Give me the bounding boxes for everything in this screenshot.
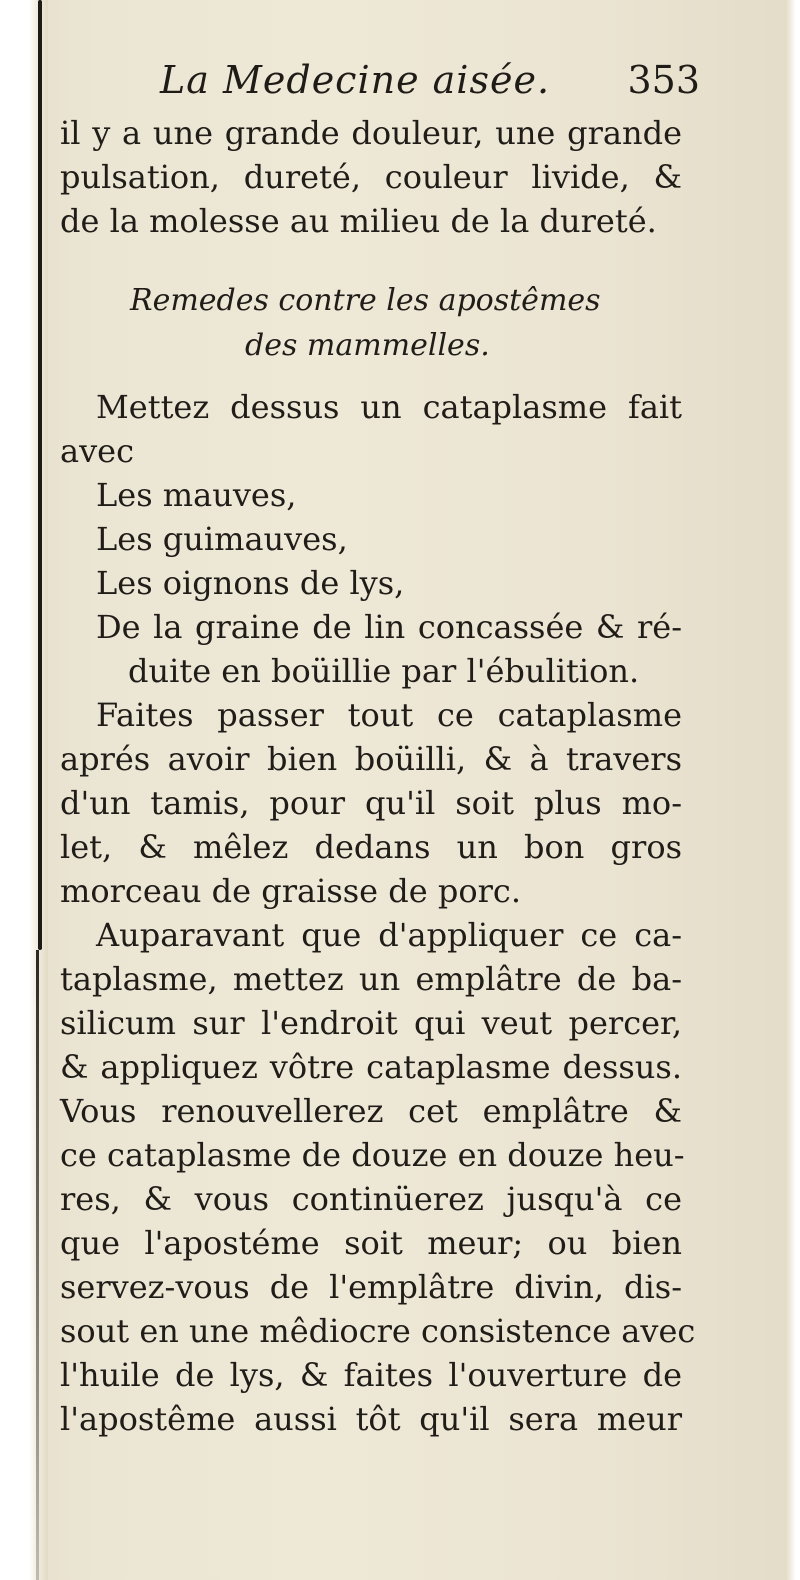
ingredient-item: Les mauves,: [96, 476, 297, 514]
text-line: Faites passer tout ce cataplasme: [96, 696, 682, 734]
text-line: taplasme, mettez un emplâtre de ba-: [60, 960, 682, 998]
text-line: avec: [60, 432, 135, 470]
text-line: morceau de graisse de porc.: [60, 872, 521, 910]
page-number: 353: [627, 58, 700, 102]
text-line: aprés avoir bien boüilli, & à travers: [60, 740, 682, 778]
text-line: Mettez dessus un cataplasme fait: [96, 388, 682, 426]
gutter-shadow-line: [38, 0, 42, 950]
text-line: res, & vous continüerez jusqu'à ce: [60, 1180, 682, 1218]
text-line: il y a une grande douleur, une grande: [60, 114, 682, 152]
text-line: l'apostême aussi tôt qu'il sera meur: [60, 1400, 682, 1438]
page-edge: [786, 0, 800, 1580]
text-line: d'un tamis, pour qu'il soit plus mo-: [60, 784, 682, 822]
text-line: sout en une mêdiocre consistence avec: [60, 1312, 696, 1350]
text-line: servez-vous de l'emplâtre divin, dis-: [60, 1268, 682, 1306]
ingredient-item: Les guimauves,: [96, 520, 348, 558]
text-line: que l'apostéme soit meur; ou bien: [60, 1224, 682, 1262]
text-line: de la molesse au milieu de la dureté.: [60, 202, 657, 240]
text-line: let, & mêlez dedans un bon gros: [60, 828, 682, 866]
text-line: l'huile de lys, & faites l'ouverture de: [60, 1356, 682, 1394]
section-heading-line: Remedes contre les apostêmes: [130, 283, 601, 318]
ingredient-item: De la graine de lin concassée & ré-: [96, 608, 682, 646]
running-header: [160, 58, 700, 108]
ingredient-item: Les oignons de lys,: [96, 564, 405, 602]
text-line: Vous renouvellerez cet emplâtre &: [60, 1092, 682, 1130]
text-line: & appliquez vôtre cataplasme dessus.: [60, 1048, 682, 1086]
text-line: pulsation, dureté, couleur livide, &: [60, 158, 682, 196]
running-title: La Medecine aisée.: [160, 58, 551, 102]
text-line: ce cataplasme de douze en douze heu-: [60, 1136, 685, 1174]
gutter-shadow-line-lower: [36, 950, 39, 1580]
ingredient-item-continuation: duite en boüillie par l'ébulition.: [128, 652, 640, 690]
section-heading-line: des mammelles.: [245, 328, 490, 363]
text-line: silicum sur l'endroit qui veut percer,: [60, 1004, 682, 1042]
text-line: Auparavant que d'appliquer ce ca-: [96, 916, 682, 954]
